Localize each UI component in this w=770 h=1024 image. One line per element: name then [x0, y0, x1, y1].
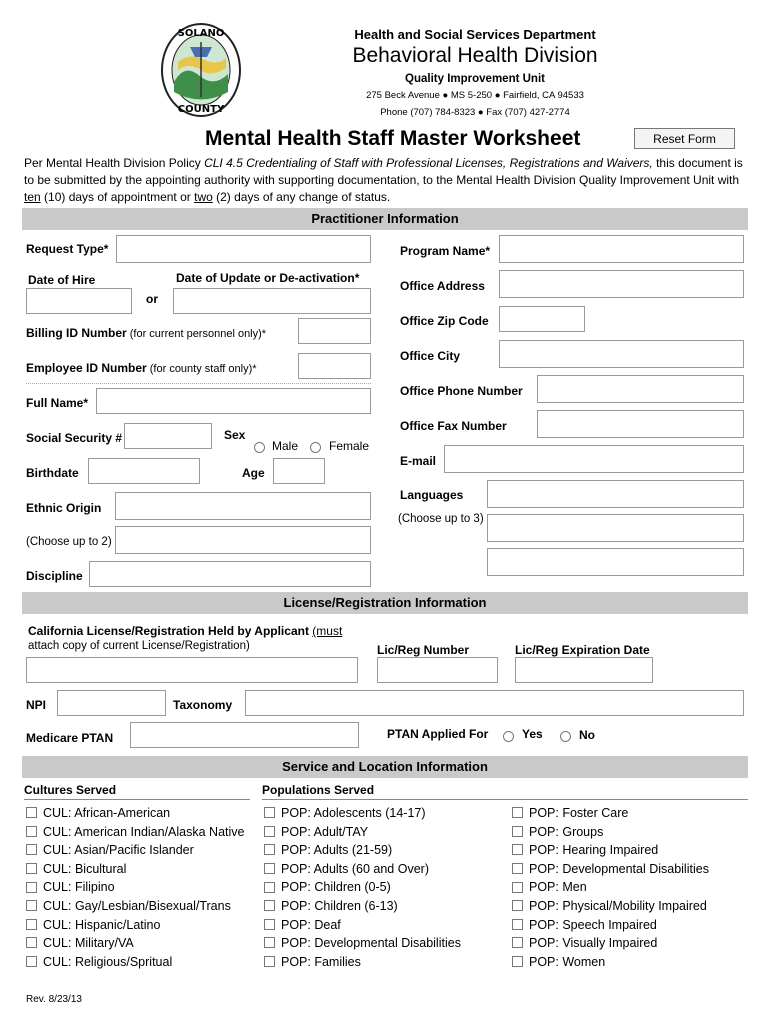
svg-text:COUNTY: COUNTY: [177, 104, 225, 115]
checkbox-label: POP: Children (6-13): [281, 899, 398, 913]
checkbox-icon[interactable]: [26, 937, 37, 948]
checkbox-icon[interactable]: [264, 863, 275, 874]
checkbox-icon[interactable]: [512, 882, 523, 893]
reset-form-button[interactable]: Reset Form: [634, 128, 735, 149]
employee-id-field[interactable]: [298, 353, 371, 379]
checkbox-label: POP: Deaf: [281, 917, 341, 932]
office-address-field[interactable]: [499, 270, 744, 298]
checkbox-label: POP: Foster Care: [529, 806, 629, 820]
checkbox-label: POP: Groups: [529, 824, 604, 839]
checkbox-item[interactable]: [512, 953, 605, 971]
birthdate-field[interactable]: [88, 458, 200, 484]
checkbox-item[interactable]: [512, 916, 657, 934]
lic-expiration-field[interactable]: [515, 657, 653, 683]
billing-id-label: Billing ID Number (for current personnel only)*: [26, 326, 267, 340]
unit-name: Quality Improvement Unit: [405, 73, 545, 85]
checkbox-icon[interactable]: [512, 956, 523, 967]
checkbox-label: CUL: Gay/Lesbian/Bisexual/Trans: [43, 899, 231, 913]
checkbox-label: CUL: Hispanic/Latino: [43, 917, 161, 932]
program-name-field[interactable]: [499, 235, 744, 263]
languages-field-2[interactable]: [487, 514, 744, 542]
taxonomy-field[interactable]: [245, 690, 744, 716]
checkbox-label: POP: Hearing Impaired: [529, 843, 659, 858]
office-city-field[interactable]: [499, 340, 744, 368]
ssn-field[interactable]: [124, 423, 212, 449]
date-of-hire-label: Date of Hire: [28, 273, 96, 287]
taxonomy-label: Taxonomy: [173, 698, 233, 712]
ptan-no-radio[interactable]: [560, 731, 571, 742]
checkbox-label: POP: Adults (21-59): [281, 843, 393, 858]
checkbox-label: CUL: African-American: [43, 806, 171, 820]
checkbox-icon[interactable]: [264, 919, 275, 930]
checkbox-item[interactable]: [26, 897, 231, 915]
checkbox-item[interactable]: [26, 804, 170, 822]
checkbox-icon[interactable]: [512, 826, 523, 837]
office-phone-field[interactable]: [537, 375, 744, 403]
sex-label: Sex: [224, 428, 246, 442]
checkbox-icon[interactable]: [26, 900, 37, 911]
office-address-label: Office Address: [400, 279, 485, 293]
email-label: E-mail: [400, 454, 437, 468]
medicare-ptan-label: Medicare PTAN: [26, 731, 114, 745]
checkbox-label: POP: Speech Impaired: [529, 917, 657, 932]
request-type-label: Request Type*: [26, 242, 109, 256]
office-zip-label: Office Zip Code: [400, 314, 489, 328]
checkbox-item[interactable]: [264, 804, 426, 822]
checkbox-label: POP: Developmental Disabilities: [529, 861, 709, 876]
checkbox-icon[interactable]: [264, 807, 275, 818]
checkbox-label: POP: Children (0-5): [281, 880, 391, 895]
checkbox-label: POP: Adults (60 and Over): [281, 861, 429, 876]
checkbox-icon[interactable]: [264, 956, 275, 967]
checkbox-item[interactable]: [264, 953, 361, 971]
sex-male-radio[interactable]: [254, 442, 265, 453]
checkbox-label: CUL: Filipino: [43, 880, 115, 895]
checkbox-label: CUL: American Indian/Alaska Native: [43, 824, 245, 839]
office-zip-field[interactable]: [499, 306, 585, 332]
checkbox-item[interactable]: [264, 878, 391, 896]
checkbox-icon[interactable]: [26, 844, 37, 855]
checkbox-item[interactable]: [264, 841, 392, 859]
checkbox-label: POP: Adult/TAY: [281, 824, 369, 839]
checkbox-icon[interactable]: [512, 807, 523, 818]
full-name-label: Full Name*: [26, 396, 89, 410]
attach-note: attach copy of current License/Registration): [28, 640, 250, 652]
age-field[interactable]: [273, 458, 325, 484]
languages-label: Languages: [400, 488, 464, 502]
address: 275 Beck Avenue ● MS 5-250 ● Fairfield, CA 94533: [366, 90, 584, 101]
lic-number-field[interactable]: [377, 657, 498, 683]
office-fax-field[interactable]: [537, 410, 744, 438]
checkbox-icon[interactable]: [264, 900, 275, 911]
date-of-hire-field[interactable]: [26, 288, 132, 314]
revision-date: Rev. 8/23/13: [26, 994, 82, 1005]
divider: [24, 799, 250, 800]
page-title: Mental Health Staff Master Worksheet: [205, 127, 581, 150]
checkbox-item[interactable]: [512, 897, 707, 915]
checkbox-label: POP: Families: [281, 954, 361, 969]
checkbox-item[interactable]: [26, 953, 172, 971]
checkbox-icon[interactable]: [26, 826, 37, 837]
birthdate-label: Birthdate: [26, 466, 79, 480]
cultures-heading: Cultures Served: [24, 783, 117, 797]
checkbox-label: CUL: Bicultural: [43, 861, 127, 876]
ca-license-field[interactable]: [26, 657, 358, 683]
employee-id-label: Employee ID Number (for county staff only)*: [26, 361, 257, 375]
ethnic-origin-field-2[interactable]: [115, 526, 371, 554]
checkbox-label: POP: Physical/Mobility Impaired: [529, 899, 707, 913]
policy-intro: Per Mental Health Division Policy CLI 4.5 Credentialing of Staff with Professional Licenses, Registrations and Waivers, this document is to be submitted by the appointing authority with supporting documentation, to the Mental Health Division Quality Improvement Unit with ten (10) days of appointment or two (2) days of any change of status.: [24, 156, 743, 204]
checkbox-icon[interactable]: [26, 807, 37, 818]
divider: [26, 383, 371, 384]
divider: [262, 799, 748, 800]
npi-field[interactable]: [57, 690, 166, 716]
discipline-field[interactable]: [89, 561, 371, 587]
checkbox-item[interactable]: [26, 934, 134, 952]
medicare-ptan-field[interactable]: [130, 722, 359, 748]
checkbox-label: POP: Men: [529, 880, 587, 895]
checkbox-item[interactable]: [26, 860, 126, 878]
checkbox-icon[interactable]: [26, 882, 37, 893]
section-license: License/Registration Information: [22, 592, 748, 614]
checkbox-icon[interactable]: [26, 919, 37, 930]
checkbox-item[interactable]: [264, 916, 341, 934]
age-label: Age: [242, 466, 265, 480]
checkbox-item[interactable]: [512, 841, 658, 859]
languages-field-1[interactable]: [487, 480, 744, 508]
checkbox-item[interactable]: [264, 934, 461, 952]
checkbox-icon[interactable]: [512, 900, 523, 911]
billing-id-field[interactable]: [298, 318, 371, 344]
checkbox-icon[interactable]: [512, 863, 523, 874]
lic-number-label: Lic/Reg Number: [377, 643, 470, 657]
program-name-label: Program Name*: [400, 244, 491, 258]
full-name-field[interactable]: [96, 388, 371, 414]
section-service: Service and Location Information: [22, 756, 748, 778]
checkbox-icon[interactable]: [264, 826, 275, 837]
checkbox-item[interactable]: [264, 860, 429, 878]
lic-expiration-label: Lic/Reg Expiration Date: [515, 643, 650, 657]
female-label: Female: [329, 439, 370, 453]
department-name: Health and Social Services Department: [354, 27, 596, 42]
male-label: Male: [272, 439, 299, 453]
languages-field-3[interactable]: [487, 548, 744, 576]
checkbox-item[interactable]: [512, 860, 709, 878]
checkbox-label: CUL: Religious/Spritual: [43, 954, 173, 969]
ptan-yes-radio[interactable]: [503, 731, 514, 742]
sex-female-radio[interactable]: [310, 442, 321, 453]
ptan-no-label: No: [579, 728, 595, 742]
checkbox-label: POP: Adolescents (14-17): [281, 806, 426, 820]
ethnic-origin-field-1[interactable]: [115, 492, 371, 520]
office-fax-label: Office Fax Number: [400, 419, 507, 433]
checkbox-item[interactable]: [26, 841, 194, 859]
or-label: or: [146, 292, 158, 306]
checkbox-item[interactable]: [264, 823, 368, 841]
checkbox-icon[interactable]: [26, 956, 37, 967]
choose-three-label: (Choose up to 3): [398, 513, 484, 525]
checkbox-icon[interactable]: [264, 937, 275, 948]
checkbox-item[interactable]: [512, 823, 603, 841]
checkbox-icon[interactable]: [264, 844, 275, 855]
ptan-applied-label: PTAN Applied For: [387, 727, 489, 741]
checkbox-item[interactable]: [26, 823, 244, 841]
checkbox-item[interactable]: [512, 804, 628, 822]
county-seal-logo: [160, 22, 242, 118]
checkbox-icon[interactable]: [26, 863, 37, 874]
checkbox-item[interactable]: [264, 897, 398, 915]
npi-label: NPI: [26, 698, 47, 712]
checkbox-label: CUL: Asian/Pacific Islander: [43, 843, 194, 858]
checkbox-item[interactable]: [26, 878, 115, 896]
request-type-field[interactable]: [116, 235, 371, 263]
discipline-label: Discipline: [26, 569, 83, 583]
date-update-label: Date of Update or De-activation*: [176, 271, 360, 285]
populations-heading: Populations Served: [262, 783, 375, 797]
checkbox-label: POP: Women: [529, 954, 606, 969]
checkbox-label: POP: Developmental Disabilities: [281, 936, 461, 951]
ca-license-label: California License/Registration Held by Applicant (must: [28, 624, 343, 638]
checkbox-label: CUL: Military/VA: [43, 936, 134, 951]
office-phone-label: Office Phone Number: [400, 384, 523, 398]
checkbox-item[interactable]: [26, 916, 160, 934]
checkbox-icon[interactable]: [512, 919, 523, 930]
phone-fax: Phone (707) 784-8323 ● Fax (707) 427-2774: [380, 107, 570, 118]
office-city-label: Office City: [400, 349, 461, 363]
checkbox-item[interactable]: [512, 934, 657, 952]
svg-text:SOLANO: SOLANO: [177, 28, 225, 39]
checkbox-icon[interactable]: [512, 937, 523, 948]
checkbox-label: POP: Visually Impaired: [529, 936, 658, 951]
division-name: Behavioral Health Division: [352, 44, 598, 67]
ptan-yes-label: Yes: [522, 727, 543, 741]
date-update-field[interactable]: [173, 288, 371, 314]
email-field[interactable]: [444, 445, 744, 473]
ethnic-origin-label: Ethnic Origin: [26, 501, 102, 515]
checkbox-icon[interactable]: [512, 844, 523, 855]
checkbox-icon[interactable]: [264, 882, 275, 893]
checkbox-item[interactable]: [512, 878, 587, 896]
choose-two-label: (Choose up to 2): [26, 536, 112, 548]
ssn-label: Social Security #: [26, 431, 123, 445]
section-practitioner: Practitioner Information: [22, 208, 748, 230]
